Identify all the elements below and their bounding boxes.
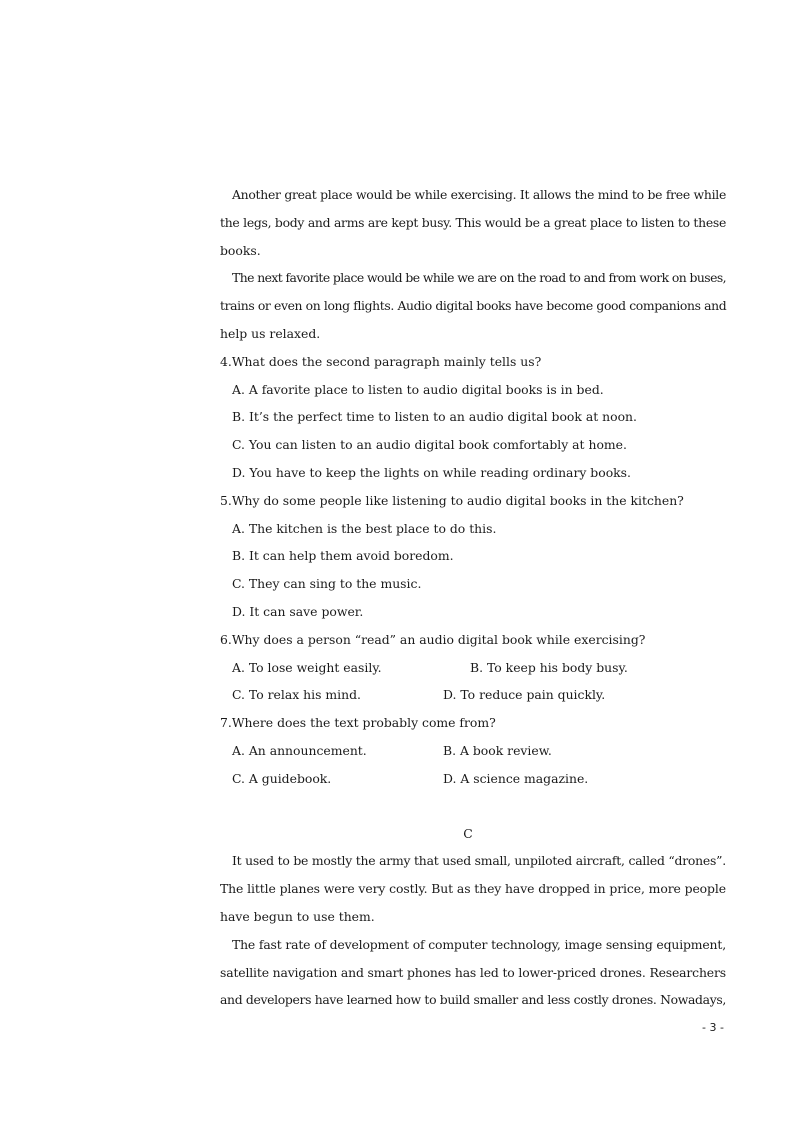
paragraph-line: satellite navigation and smart phones has led to lower-priced drones. Researchers (220, 964, 726, 980)
answer-option: A. An announcement. (232, 742, 367, 758)
page-number: - 3 - (702, 1021, 724, 1034)
answer-option: B. A book review. (443, 742, 552, 758)
question-stem: 4.What does the second paragraph mainly tells us? (220, 353, 542, 369)
paragraph-drones-technology (220, 931, 726, 1014)
answer-option: D. You have to keep the lights on while reading ordinary books. (232, 464, 631, 480)
paragraph-line: The little planes were very costly. But as they have dropped in price, more people (220, 881, 726, 897)
answer-option: D. To reduce pain quickly. (443, 687, 606, 703)
answer-option: A. The kitchen is the best place to do this. (232, 520, 497, 536)
paragraph-road (220, 264, 726, 347)
paragraph-line: The fast rate of development of computer technology, image sensing equipment, (232, 936, 726, 952)
section-title: C (463, 825, 473, 841)
option-row (220, 765, 726, 793)
answer-option: D. A science magazine. (443, 770, 589, 786)
paragraph-line: have begun to use them. (220, 908, 375, 924)
page-content (220, 181, 726, 1014)
paragraph-line: trains or even on long flights. Audio digital books have become good companions and (220, 298, 727, 314)
paragraph-line: The next favorite place would be while we are on the road to and from work on buses, (232, 270, 726, 286)
paragraph-line: help us relaxed. (220, 325, 321, 341)
answer-option: B. It can help them avoid boredom. (232, 548, 454, 564)
option-row (220, 681, 726, 709)
option-row (220, 737, 726, 765)
paragraph-drones-intro (220, 847, 726, 930)
answer-option: C. A guidebook. (232, 770, 332, 786)
answer-option: B. To keep his body busy. (470, 659, 628, 675)
answer-option: C. To relax his mind. (232, 687, 361, 703)
question-5 (220, 487, 726, 626)
paragraph-line: It used to be mostly the army that used small, unpiloted aircraft, called “drones”. (232, 853, 727, 869)
paragraph-exercising (220, 181, 726, 264)
question-stem: 6.Why does a person “read” an audio digital book while exercising? (220, 631, 646, 647)
paragraph-line: the legs, body and arms are kept busy. This would be a great place to listen to these (220, 214, 727, 230)
paragraph-line: books. (220, 242, 261, 258)
question-stem: 7.Where does the text probably come from? (220, 715, 496, 731)
option-row (220, 654, 726, 682)
answer-option: A. To lose weight easily. (232, 659, 382, 675)
answer-option: C. You can listen to an audio digital book comfortably at home. (232, 437, 627, 453)
answer-option: A. A favorite place to listen to audio digital books is in bed. (232, 381, 604, 397)
answer-option: D. It can save power. (232, 603, 364, 619)
question-7 (220, 709, 726, 792)
paragraph-line: Another great place would be while exercising. It allows the mind to be free while (232, 187, 727, 202)
paragraph-line: and developers have learned how to build smaller and less costly drones. Nowadays, (220, 992, 726, 1008)
question-6 (220, 626, 726, 709)
question-4 (220, 348, 726, 487)
answer-option: C. They can sing to the music. (232, 576, 422, 592)
answer-option: B. It’s the perfect time to listen to an audio digital book at noon. (232, 409, 637, 425)
question-stem: 5.Why do some people like listening to audio digital books in the kitchen? (220, 492, 684, 508)
